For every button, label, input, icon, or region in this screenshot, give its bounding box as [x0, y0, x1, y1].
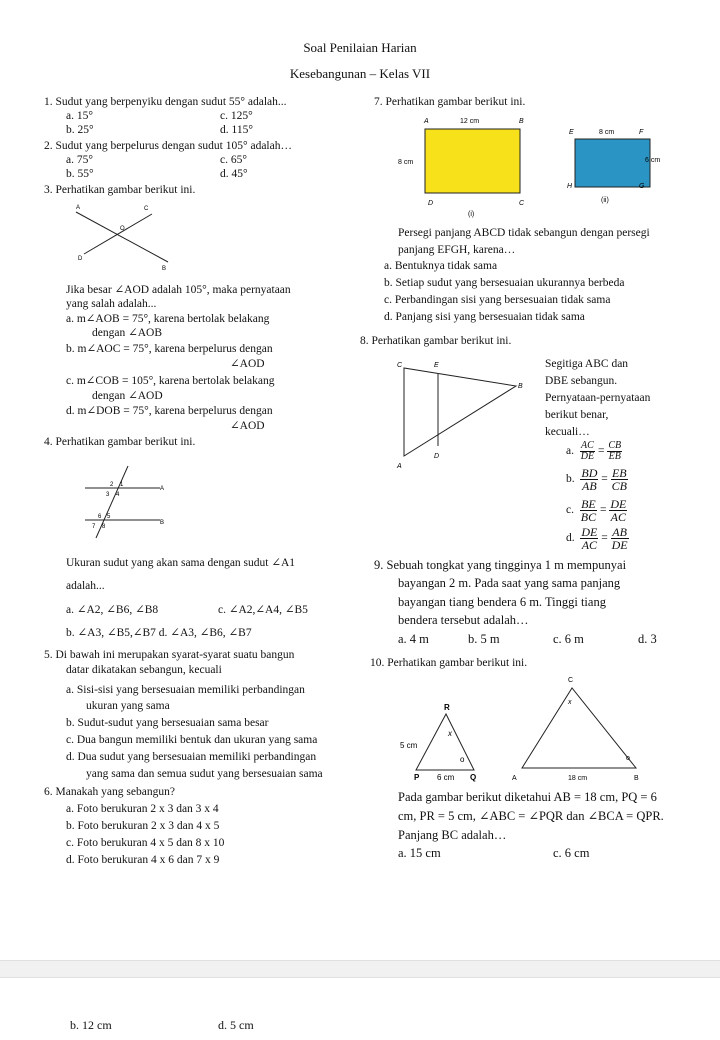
q3-label-o: O — [120, 226, 125, 232]
q9-option-b: b. 5 m — [468, 632, 500, 646]
q5-stem: 5. Di bawah ini merupakan syarat-syarat suatu bangun — [44, 649, 295, 661]
q3-option-a-cont: dengan ∠AOB — [92, 327, 162, 339]
q7-text-1: Persegi panjang ABCD tidak sebangun dengan persegi — [398, 227, 650, 239]
q7-option-a: a. Bentuknya tidak sama — [384, 260, 498, 272]
q8-label-e: E — [434, 362, 439, 369]
q1-stem: 1. Sudut yang berpenyiku dengan sudut 55° adalah... — [44, 96, 287, 108]
q4-label-2: 2 — [110, 482, 114, 488]
page-subtitle: Kesebangunan – Kelas VII — [289, 66, 431, 81]
q7-option-c: c. Perbandingan sisi yang bersesuaian tidak sama — [384, 294, 611, 306]
q3-text-2: yang salah adalah... — [66, 298, 157, 310]
q3-option-b: b. m∠AOC = 75°, karena berpelurus dengan — [66, 343, 273, 355]
q8-a-frac-left: $\frac{AC}{DE}$ — [580, 440, 595, 462]
q4-stem: 4. Perhatikan gambar berikut ini. — [44, 436, 196, 448]
page-title: Soal Penilaian Harian — [303, 40, 417, 55]
q7-efgh-side: 6 cm — [645, 157, 661, 164]
q3-option-a: a. m∠AOB = 75°, karena bertolak belakang — [66, 313, 270, 325]
q8-triangle-figure — [394, 358, 534, 473]
q8-option-c: c. $\frac{BE}{BC}$ = $\frac{DE}{AC}$ — [566, 497, 627, 524]
q10-base-ab: 18 cm — [568, 775, 588, 782]
q4-text-2: adalah... — [66, 580, 105, 592]
q2-option-b: b. 55° — [66, 168, 94, 180]
q7-label-d: D — [428, 200, 434, 207]
q9-option-c: c. 6 m — [553, 632, 584, 646]
q10-option-b: b. 12 cm — [70, 1018, 112, 1032]
q3-option-d: d. m∠DOB = 75°, karena berpelurus dengan — [66, 405, 273, 417]
q10-base-pq: 6 cm — [437, 773, 455, 782]
q1-option-c: c. 125° — [220, 110, 253, 122]
q2-option-c: c. 65° — [220, 154, 247, 166]
q9-line-3: bayangan tiang bendera 6 m. Tinggi tiang — [398, 595, 606, 609]
q3-stem: 3. Perhatikan gambar berikut ini. — [44, 184, 196, 196]
q10-option-c: c. 6 cm — [553, 846, 590, 860]
q3-option-c: c. m∠COB = 105°, karena bertolak belakang — [66, 375, 275, 387]
q5-option-c: c. Dua bangun memiliki bentuk dan ukuran yang sama — [66, 734, 318, 746]
q6-option-c: c. Foto berukuran 4 x 5 dan 8 x 10 — [66, 837, 225, 849]
q6-stem: 6. Manakah yang sebangun? — [44, 786, 175, 798]
q8-d-frac-left: $\frac{DE}{AC}$ — [581, 525, 598, 552]
q3-text-1: Jika besar ∠AOD adalah 105°, maka pernyataan — [66, 284, 291, 296]
q1-option-a: a. 15° — [66, 110, 93, 122]
q1-option-b: b. 25° — [66, 124, 94, 136]
q7-rect-abcd — [425, 129, 520, 193]
q2-stem: 2. Sudut yang berpelurus dengan sudut 105° adalah… — [44, 140, 292, 152]
q7-label-c: C — [519, 200, 525, 207]
q10-big-angle-o: o — [626, 755, 630, 762]
q8-stem: 8. Perhatikan gambar berikut ini. — [360, 335, 512, 347]
q9-option-d: d. 3 — [638, 632, 657, 646]
q4-transversal-figure — [80, 462, 180, 542]
q10-big-triangle-figure — [500, 672, 660, 784]
q3-option-c-cont: dengan ∠AOD — [92, 390, 163, 402]
q4-label-3: 3 — [106, 492, 110, 498]
q2-option-d: d. 45° — [220, 168, 248, 180]
q4-label-5: 5 — [107, 514, 111, 520]
q7-label-e: E — [569, 129, 574, 136]
q8-label-d: D — [434, 453, 440, 460]
q8-option-b: b. $\frac{BD}{AB}$ = $\frac{EB}{CB}$ — [566, 466, 627, 493]
q10-small-angle-x: x — [448, 729, 452, 738]
q8-b-frac-left: $\frac{BD}{AB}$ — [581, 466, 598, 493]
q5-option-b: b. Sudut-sudut yang bersesuaian sama besar — [66, 717, 269, 729]
q10-label-a: A — [512, 775, 517, 782]
q10-text-2: cm, PR = 5 cm, ∠ABC = ∠PQR dan ∠BCA = QPR. — [398, 809, 664, 823]
q8-option-a: a. $\frac{AC}{DE}$ = $\frac{CB}{EB}$ — [566, 440, 622, 462]
q10-option-d: d. 5 cm — [218, 1018, 254, 1032]
q7-caption-ii: (ii) — [601, 197, 609, 204]
q9-option-a: a. 4 m — [398, 632, 429, 646]
q4-label-a: A — [160, 486, 165, 492]
q4-text-1: Ukuran sudut yang akan sama dengan sudut ∠A1 — [66, 557, 296, 569]
q3-crossing-lines-figure — [70, 200, 180, 270]
q6-option-b: b. Foto berukuran 2 x 3 dan 4 x 5 — [66, 820, 220, 832]
q10-text-3: Panjang BC adalah… — [398, 828, 507, 842]
q4-label-6: 6 — [98, 514, 102, 520]
q3-label-c: C — [144, 206, 149, 212]
q7-rect-efgh — [575, 139, 650, 187]
q3-label-b: B — [162, 266, 167, 272]
q8-text-5: kecuali… — [545, 426, 590, 438]
q10-label-q: Q — [470, 773, 477, 782]
q10-option-a: a. 15 cm — [398, 846, 441, 860]
q7-rectangle-efgh-figure — [565, 112, 675, 212]
q8-label-b: B — [518, 383, 523, 390]
q7-label-a: A — [424, 118, 429, 125]
q4-label-b: B — [160, 520, 165, 526]
q9-line-4: bendera tersebut adalah… — [398, 613, 529, 627]
q1-option-d: d. 115° — [220, 124, 253, 136]
q7-option-b: b. Setiap sudut yang bersesuaian ukurannya berbeda — [384, 277, 625, 289]
q9-line-1: 9. Sebuah tongkat yang tingginya 1 m mempunyai — [374, 558, 627, 572]
q4-option-b-d: b. ∠A3, ∠B5,∠B7 d. ∠A3, ∠B6, ∠B7 — [66, 627, 252, 639]
q10-big-angle-x: x — [568, 699, 572, 706]
q8-label-a: A — [397, 463, 402, 470]
q5-stem-cont: datar dikatakan sebangun, kecuali — [66, 664, 222, 676]
q6-option-a: a. Foto berukuran 2 x 3 dan 3 x 4 — [66, 803, 219, 815]
q9-line-2: bayangan 2 m. Pada saat yang sama panjang — [398, 576, 621, 590]
q7-label-h: H — [567, 183, 573, 190]
q7-caption-i: (i) — [468, 211, 475, 218]
page-break-divider — [0, 960, 720, 978]
q2-option-a: a. 75° — [66, 154, 93, 166]
q7-label-b: B — [519, 118, 524, 125]
q3-option-d-cont: ∠AOD — [230, 420, 265, 432]
q10-text-1: Pada gambar berikut diketahui AB = 18 cm, PQ = 6 — [398, 790, 657, 804]
q10-small-angle-o: o — [460, 755, 465, 764]
q10-label-p: P — [414, 773, 420, 782]
q7-label-f: F — [639, 129, 644, 136]
q4-label-7: 7 — [92, 524, 96, 530]
q8-text-4: berikut benar, — [545, 409, 609, 421]
q7-top-length: 12 cm — [460, 118, 480, 125]
q4-label-8: 8 — [102, 524, 106, 530]
q10-small-triangle-figure — [400, 700, 490, 785]
q8-option-d: d. $\frac{DE}{AC}$ = $\frac{AB}{DE}$ — [566, 525, 628, 552]
q8-c-frac-right: $\frac{DE}{AC}$ — [610, 497, 627, 524]
q4-label-4: 4 — [116, 492, 120, 498]
q3-option-b-cont: ∠AOD — [230, 358, 265, 370]
q10-label-c: C — [568, 677, 574, 684]
q8-text-1: Segitiga ABC dan — [545, 358, 629, 370]
q4-label-1: 1 — [120, 482, 124, 488]
q7-text-2: panjang EFGH, karena… — [398, 244, 516, 256]
q10-label-r: R — [444, 703, 450, 712]
q8-a-frac-right: $\frac{CB}{EB}$ — [608, 440, 622, 462]
q8-text-2: DBE sebangun. — [545, 375, 618, 387]
q8-b-frac-right: $\frac{EB}{CB}$ — [611, 466, 627, 493]
q4-option-c: c. ∠A2,∠A4, ∠B5 — [218, 604, 308, 616]
q8-c-frac-left: $\frac{BE}{BC}$ — [580, 497, 597, 524]
q5-option-d-cont: yang sama dan semua sudut yang bersesuaian sama — [86, 768, 323, 780]
q8-d-frac-right: $\frac{AB}{DE}$ — [611, 525, 628, 552]
q8-text-3: Pernyataan-pernyataan — [545, 392, 651, 404]
q4-option-a: a. ∠A2, ∠B6, ∠B8 — [66, 604, 159, 616]
q5-option-a: a. Sisi-sisi yang bersesuaian memiliki perbandingan — [66, 684, 305, 696]
q10-stem: 10. Perhatikan gambar berikut ini. — [370, 657, 528, 669]
q3-label-d: D — [78, 256, 83, 262]
q7-option-d: d. Panjang sisi yang bersesuaian tidak sama — [384, 311, 585, 323]
q7-rectangle-abcd-figure — [392, 112, 542, 222]
q7-efgh-top: 8 cm — [599, 129, 615, 136]
q5-option-d: d. Dua sudut yang bersesuaian memiliki perbandingan — [66, 751, 317, 763]
q3-label-a: A — [76, 205, 81, 211]
q10-side-pr: 5 cm — [400, 741, 418, 750]
q8-label-c: C — [397, 362, 403, 369]
q10-label-b: B — [634, 775, 639, 782]
q7-label-g: G — [639, 183, 645, 190]
q6-option-d: d. Foto berukuran 4 x 6 dan 7 x 9 — [66, 854, 220, 866]
q5-option-a-cont: ukuran yang sama — [86, 700, 170, 712]
q7-stem: 7. Perhatikan gambar berikut ini. — [374, 96, 526, 108]
q7-side-length: 8 cm — [398, 159, 414, 166]
